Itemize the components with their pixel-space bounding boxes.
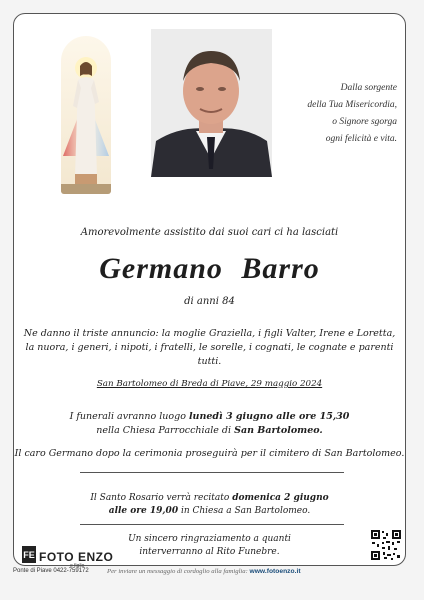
epigraph-line: Dalla sorgente xyxy=(340,83,397,93)
footer-contact: Ponte di Piave 0422-759172 xyxy=(13,568,89,574)
divider xyxy=(80,524,344,525)
thanks-line: Un sincero ringraziamento a quanti xyxy=(128,534,291,544)
church-intro: nella Chiesa Parrocchiale di xyxy=(96,425,235,436)
rosary-date: domenica 2 giugno xyxy=(232,493,329,503)
epigraph-quote xyxy=(289,80,397,148)
epigraph-line: della Tua Misericordia, xyxy=(307,100,397,110)
burial-line: Il caro Germano dopo la cerimonia proseguirà per il cimitero di San Bartolomeo. xyxy=(14,448,405,459)
footer-message xyxy=(107,568,301,575)
family-announcement xyxy=(14,327,405,369)
logo-mark: FE xyxy=(22,546,36,563)
rosary-place: in Chiesa a San Bartolomeo. xyxy=(178,506,311,516)
rosary-intro: Il Santo Rosario verrà recitato xyxy=(90,493,233,503)
divine-mercy-image xyxy=(61,36,111,194)
deceased-photo xyxy=(151,29,272,177)
church-name: San Bartolomeo. xyxy=(234,425,323,436)
thanks-line: interverranno al Rito Funebre. xyxy=(139,547,280,557)
foto-enzo-logo xyxy=(22,546,114,569)
rosary-info xyxy=(14,492,405,518)
announcement-line: Ne danno il triste annuncio: la moglie Graziella, i figli Valter, Irene e Loretta, xyxy=(23,328,396,339)
website-link[interactable]: www.fotoenzo.it xyxy=(249,568,301,575)
logo-subtitle: e figlio xyxy=(70,563,85,569)
rosary-time: alle ore 19,00 xyxy=(108,506,179,516)
age-line: di anni 84 xyxy=(184,296,235,307)
assisted-line: Amorevolmente assistito dai suoi cari ci ha lasciati xyxy=(80,227,339,238)
announcement-line: la nuora, i generi, i nipoti, i fratelli, le sorelle, i cognati, le cognate e parenti tutti. xyxy=(25,342,394,367)
footer-message-text: Per inviare un messaggio di cordoglio alla famiglia: xyxy=(107,568,250,575)
deceased-name: Germano Barro xyxy=(99,252,320,285)
divider xyxy=(80,472,344,473)
funeral-info xyxy=(14,410,405,438)
obituary-card xyxy=(13,13,406,569)
qr-code[interactable] xyxy=(370,529,402,561)
epigraph-line: o Signore sgorga xyxy=(332,117,397,127)
funeral-intro: I funerali avranno luogo xyxy=(69,411,189,422)
place-date: San Bartolomeo di Breda di Piave, 29 maggio 2024 xyxy=(96,379,323,389)
logo-name: FOTO ENZO xyxy=(39,550,114,564)
epigraph-line: ogni felicità e vita. xyxy=(325,134,397,144)
funeral-date-time: lunedì 3 giugno alle ore 15,30 xyxy=(188,411,350,422)
